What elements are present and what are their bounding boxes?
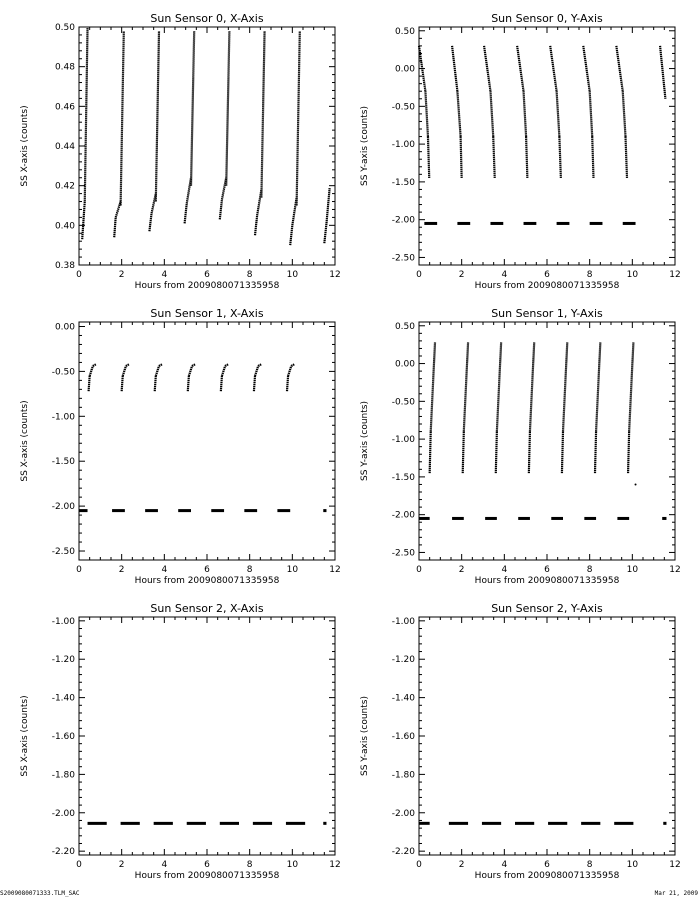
data-trace [156,366,159,376]
data-trace [431,342,435,431]
data-trace [524,91,527,136]
data-trace [116,202,121,218]
data-trace [463,432,464,474]
data-trace [192,364,195,366]
y-tick-label: -1.80 [391,770,415,781]
data-trace [452,46,457,91]
chart-title: Sun Sensor 0, Y-Axis [491,12,603,25]
x-tick-label: 6 [204,565,210,575]
y-tick-label: -1.50 [51,457,75,468]
data-trace [255,215,257,235]
y-tick-label: 0.00 [394,64,415,75]
x-tick-label: 4 [501,860,508,870]
data-trace [155,376,156,391]
y-tick-label: -2.50 [391,548,415,559]
data-trace [261,31,264,198]
data-trace [287,376,288,391]
x-tick-label: 8 [586,270,593,280]
x-tick-label: 0 [416,565,422,575]
y-tick-label: -1.40 [51,693,75,704]
y-tick-label: -1.00 [391,616,415,627]
y-tick-label: -2.00 [391,808,415,819]
y-tick-label: -2.00 [391,510,415,521]
y-tick-label: -0.50 [51,367,75,378]
data-trace [159,364,162,366]
data-trace [220,200,222,220]
x-tick-label: 2 [458,270,465,280]
y-tick-label: 0.38 [54,261,75,271]
x-tick-label: 8 [246,270,253,280]
y-tick-label: 0.42 [54,181,75,192]
y-tick-label: -0.50 [391,397,415,408]
data-trace [496,432,497,474]
y-tick-label: -2.00 [51,808,75,819]
y-tick-label: -1.60 [51,732,75,742]
x-tick-label: 4 [161,565,168,575]
data-trace [85,27,88,202]
x-tick-label: 8 [246,565,253,575]
footer-source-file: S2009080071333.TLM_SAC [0,890,80,897]
x-tick-label: 10 [626,565,639,575]
data-trace [191,31,194,186]
x-axis-label: Hours from 2009080071335958 [474,871,620,881]
data-trace [221,376,222,391]
x-tick-label: 2 [458,565,465,575]
chart-title: Sun Sensor 2, X-Axis [150,602,264,615]
data-trace [149,213,151,231]
data-trace [258,364,261,366]
data-trace [82,202,85,240]
data-trace [590,91,593,136]
y-tick-label: -1.50 [391,472,415,483]
x-tick-label: 4 [501,565,508,575]
x-tick-label: 4 [161,270,168,280]
data-trace [189,366,192,376]
x-tick-label: 4 [161,860,168,870]
data-trace [563,342,567,431]
data-trace [629,342,633,431]
x-tick-label: 2 [118,565,125,575]
x-tick-label: 12 [669,270,681,280]
data-trace [225,364,228,366]
x-tick-label: 6 [204,270,210,280]
x-tick-label: 2 [118,860,125,870]
data-trace [628,432,629,474]
x-tick-label: 12 [329,860,341,870]
y-tick-label: -1.00 [51,412,75,423]
y-tick-label: -2.00 [391,215,415,226]
data-trace [291,364,294,366]
data-trace [461,137,462,179]
data-trace [559,137,560,179]
y-axis-label: SS X-axis (counts) [20,105,30,187]
chart-panel [360,602,681,881]
data-trace [89,376,90,391]
data-trace [626,137,627,179]
data-trace [557,91,560,136]
chart-panel [20,12,341,291]
x-tick-label: 8 [586,565,593,575]
plot-frame [419,617,675,855]
data-trace [623,91,626,136]
data-trace [493,137,494,179]
data-trace [226,31,229,186]
x-axis-label: Hours from 2009080071335958 [474,281,620,291]
plot-frame [79,322,335,560]
x-axis-label: Hours from 2009080071335958 [134,576,280,586]
data-trace [93,364,96,366]
plot-frame [419,27,675,265]
y-tick-label: -2.20 [51,847,75,858]
footer-date: Mar 21, 2009 [654,890,698,897]
data-trace [156,31,159,202]
y-tick-label: -1.50 [391,177,415,188]
x-tick-label: 12 [329,270,341,280]
data-trace [490,91,493,136]
y-axis-label: SS Y-axis (counts) [360,696,370,776]
y-tick-label: -2.50 [51,547,75,558]
data-trace [121,31,124,206]
data-trace [595,432,596,474]
data-trace [326,188,329,224]
data-trace [188,376,189,391]
data-trace [122,376,123,391]
x-tick-label: 0 [76,270,82,280]
y-tick-label: 0.00 [54,322,75,333]
plot-frame [419,322,675,560]
x-tick-label: 0 [76,565,82,575]
data-trace [290,225,292,245]
data-trace [517,46,523,91]
x-tick-label: 4 [501,270,508,280]
data-trace [185,204,187,224]
data-trace [562,432,563,474]
x-tick-label: 6 [544,565,550,575]
data-trace [425,91,428,136]
chart-panel [360,307,681,586]
data-trace [254,376,255,391]
data-trace [297,31,300,206]
x-tick-label: 10 [626,860,639,870]
x-tick-label: 10 [286,565,299,575]
y-axis-label: SS Y-axis (counts) [360,401,370,481]
x-tick-label: 12 [669,565,681,575]
y-tick-label: -2.00 [51,502,75,513]
data-trace [497,342,501,431]
data-trace [123,366,126,376]
data-trace [90,366,93,376]
data-trace [464,342,468,431]
y-tick-label: 0.46 [54,102,75,113]
chart-title: Sun Sensor 0, X-Axis [150,12,264,25]
chart-panel [360,12,681,291]
y-tick-label: -0.50 [391,102,415,113]
x-tick-label: 8 [586,860,593,870]
x-axis-label: Hours from 2009080071335958 [134,281,280,291]
x-tick-label: 12 [329,565,341,575]
data-trace [526,137,527,179]
x-tick-label: 10 [286,860,299,870]
data-trace [550,46,556,91]
x-tick-label: 0 [416,860,422,870]
data-trace [616,46,622,91]
data-trace [222,366,225,376]
y-tick-label: -1.80 [51,770,75,781]
y-tick-label: 0.48 [54,62,75,73]
x-tick-label: 8 [246,860,253,870]
y-tick-label: -1.60 [391,732,415,742]
y-tick-label: 0.44 [54,142,75,152]
data-trace [660,46,665,99]
x-axis-label: Hours from 2009080071335958 [134,871,280,881]
y-axis-label: SS X-axis (counts) [20,400,30,482]
data-trace [428,137,429,179]
data-trace [255,366,258,376]
data-trace [529,432,530,474]
plot-frame [79,27,335,265]
x-tick-label: 12 [669,860,681,870]
data-trace [457,91,460,136]
y-tick-label: 0.50 [394,26,415,37]
y-tick-label: 0.40 [54,221,75,232]
plot-frame [79,617,335,855]
y-tick-label: -1.00 [51,616,75,627]
x-tick-label: 6 [544,270,550,280]
data-trace [596,342,600,431]
x-tick-label: 0 [416,270,422,280]
chart-panel [20,307,341,586]
chart-title: Sun Sensor 2, Y-Axis [491,602,603,615]
y-tick-label: -1.40 [391,693,415,704]
data-trace [583,46,589,91]
x-tick-label: 2 [118,270,125,280]
x-tick-label: 0 [76,860,82,870]
y-tick-label: -1.20 [51,655,75,666]
data-point [635,483,637,485]
y-tick-label: 0.50 [394,321,415,332]
y-tick-label: -1.20 [391,655,415,666]
chart-title: Sun Sensor 1, Y-Axis [491,307,603,320]
y-tick-label: -1.00 [391,140,415,151]
data-trace [288,366,291,376]
data-trace [530,342,534,431]
chart-panel [20,602,341,881]
x-tick-label: 6 [544,860,550,870]
chart-title: Sun Sensor 1, X-Axis [150,307,264,320]
x-tick-label: 10 [626,270,639,280]
data-trace [292,198,296,226]
y-axis-label: SS X-axis (counts) [20,695,30,777]
y-tick-label: 0.00 [394,359,415,370]
y-tick-label: -2.20 [391,847,415,858]
data-trace [430,432,431,474]
x-tick-label: 10 [286,270,299,280]
y-tick-label: -2.50 [391,253,415,264]
y-axis-label: SS Y-axis (counts) [360,106,370,186]
data-trace [484,46,490,91]
x-tick-label: 6 [204,860,210,870]
y-tick-label: -1.00 [391,435,415,446]
x-tick-label: 2 [458,860,465,870]
data-trace [114,217,115,237]
y-tick-label: 0.50 [54,23,75,33]
data-trace [592,137,593,179]
data-trace [126,364,129,366]
data-trace [324,223,326,243]
x-axis-label: Hours from 2009080071335958 [474,576,620,586]
